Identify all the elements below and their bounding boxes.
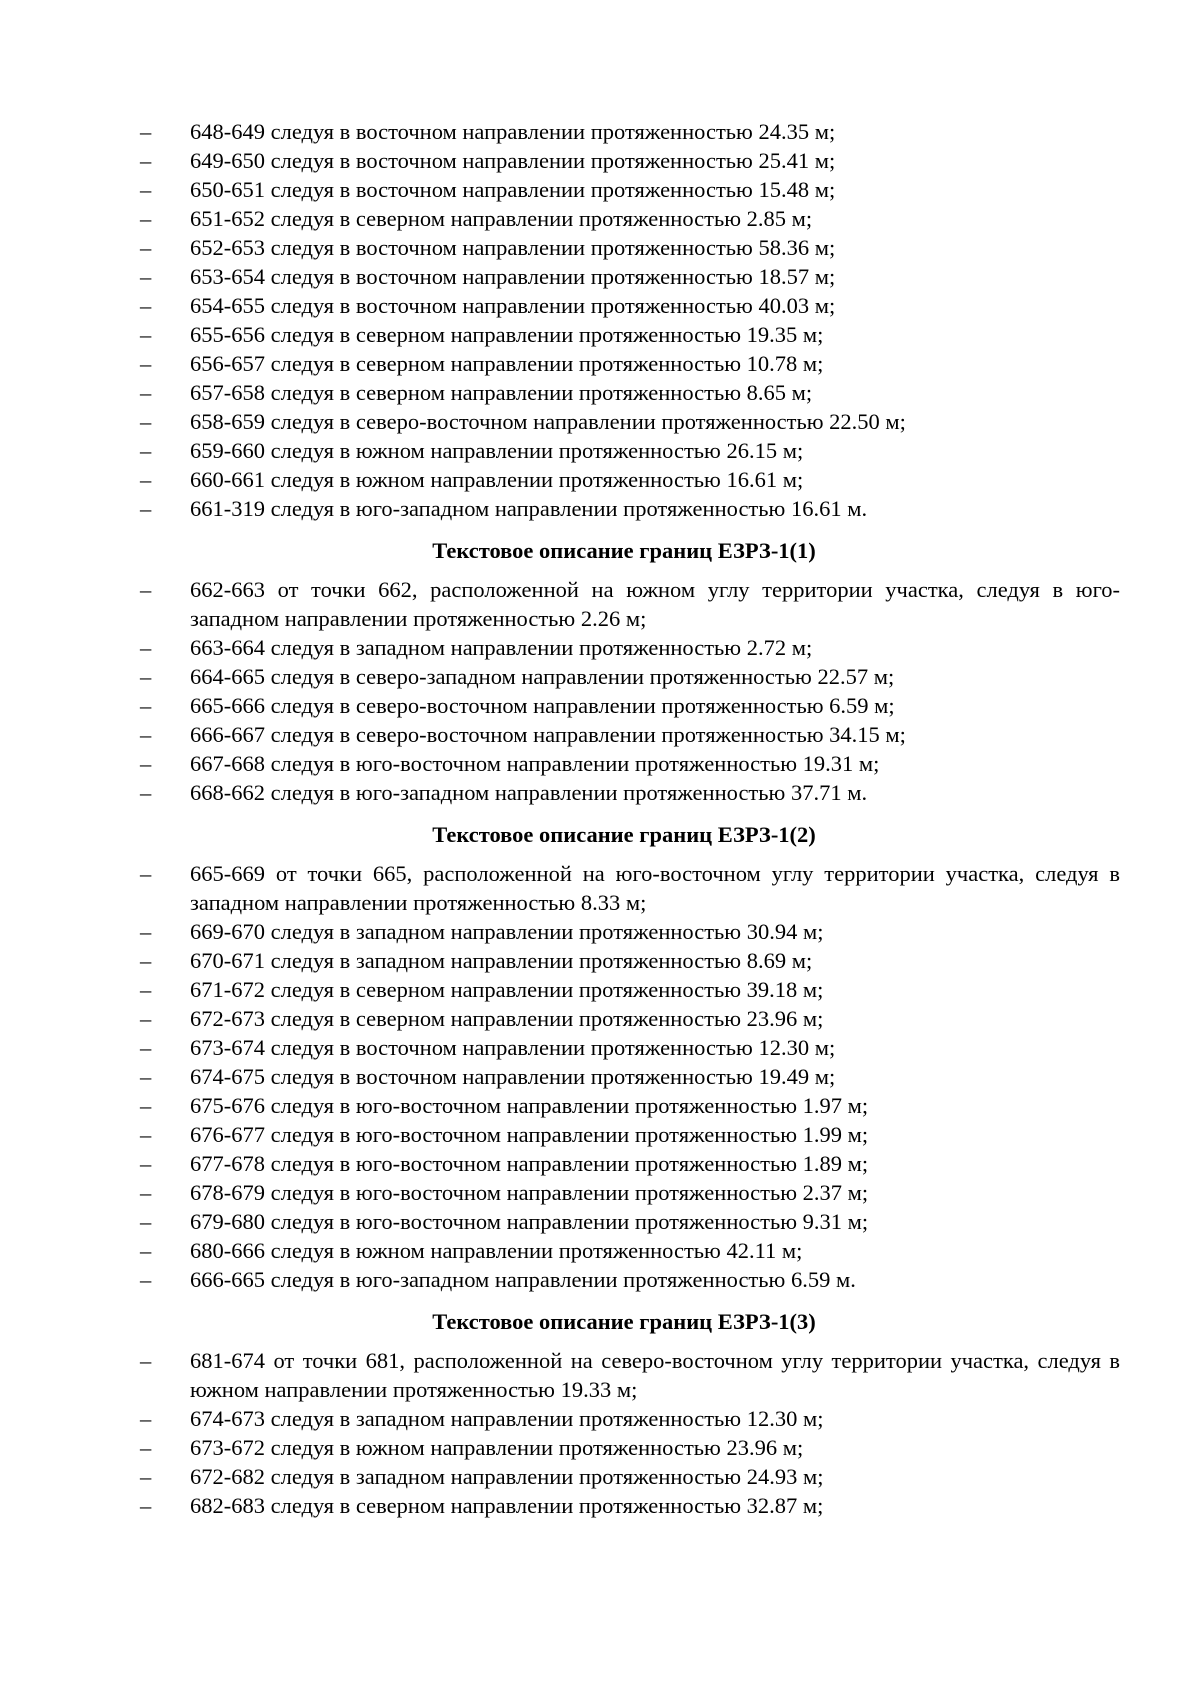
boundary-segment-item [140, 1346, 1120, 1404]
boundary-segment-item [140, 436, 1120, 465]
boundary-segment-item [140, 1491, 1120, 1520]
segment-text: 650-651 следуя в восточном направлении протяженностью 15.48 м; [190, 177, 836, 202]
segment-text: 673-672 следуя в южном направлении протяженностью 23.96 м; [190, 1435, 804, 1460]
boundary-segment-item [140, 378, 1120, 407]
dash-bullet: – [140, 380, 152, 405]
boundary-segment-item [140, 262, 1120, 291]
section-heading: Текстовое описание границ ЕЗРЗ-1(2) [432, 822, 816, 847]
boundary-segment-item [140, 749, 1120, 778]
boundary-segment-item [140, 1404, 1120, 1433]
boundary-segment-item [140, 117, 1120, 146]
boundary-segment-item [140, 1433, 1120, 1462]
dash-bullet: – [140, 409, 152, 434]
dash-bullet: – [140, 861, 152, 886]
dash-bullet: – [140, 1209, 152, 1234]
segment-text: 658-659 следуя в северо-восточном направлении протяженностью 22.50 м; [190, 409, 906, 434]
dash-bullet: – [140, 1006, 152, 1031]
segment-text: 665-669 от точки 665, расположенной на юго-восточном углу территории участка, следуя в западном направлении протяженностью 8.33 м; [190, 861, 1120, 915]
boundary-segment-item [140, 691, 1120, 720]
boundary-segment-item [140, 575, 1120, 633]
boundary-segment-item [140, 1004, 1120, 1033]
dash-bullet: – [140, 177, 152, 202]
boundary-segment-item [140, 1120, 1120, 1149]
dash-bullet: – [140, 1093, 152, 1118]
segment-text: 680-666 следуя в южном направлении протяженностью 42.11 м; [190, 1238, 803, 1263]
segment-text: 666-665 следуя в юго-западном направлении протяженностью 6.59 м. [190, 1267, 856, 1292]
segment-text: 672-682 следуя в западном направлении протяженностью 24.93 м; [190, 1464, 824, 1489]
segment-text: 652-653 следуя в восточном направлении протяженностью 58.36 м; [190, 235, 836, 260]
segment-text: 657-658 следуя в северном направлении протяженностью 8.65 м; [190, 380, 813, 405]
segment-text: 677-678 следуя в юго-восточном направлении протяженностью 1.89 м; [190, 1151, 869, 1176]
dash-bullet: – [140, 1348, 152, 1373]
segment-text: 673-674 следуя в восточном направлении протяженностью 12.30 м; [190, 1035, 836, 1060]
segment-text: 668-662 следуя в юго-западном направлении протяженностью 37.71 м. [190, 780, 868, 805]
segment-text: 671-672 следуя в северном направлении протяженностью 39.18 м; [190, 977, 824, 1002]
boundary-segment-item [140, 349, 1120, 378]
boundary-segment-list [140, 859, 1120, 1294]
boundary-segment-item [140, 1149, 1120, 1178]
dash-bullet: – [140, 322, 152, 347]
segment-text: 679-680 следуя в юго-восточном направлении протяженностью 9.31 м; [190, 1209, 869, 1234]
segment-text: 674-675 следуя в восточном направлении протяженностью 19.49 м; [190, 1064, 836, 1089]
segment-text: 656-657 следуя в северном направлении протяженностью 10.78 м; [190, 351, 824, 376]
dash-bullet: – [140, 1406, 152, 1431]
segment-text: 678-679 следуя в юго-восточном направлении протяженностью 2.37 м; [190, 1180, 869, 1205]
section-heading: Текстовое описание границ ЕЗРЗ-1(1) [432, 538, 816, 563]
segment-text: 663-664 следуя в западном направлении протяженностью 2.72 м; [190, 635, 813, 660]
segment-text: 655-656 следуя в северном направлении протяженностью 19.35 м; [190, 322, 824, 347]
dash-bullet: – [140, 264, 152, 289]
dash-bullet: – [140, 977, 152, 1002]
boundary-section [140, 1307, 1120, 1520]
segment-text: 681-674 от точки 681, расположенной на северо-восточном углу территории участка, следуя в южном направлении протяженностью 19.33 м; [190, 1348, 1120, 1402]
dash-bullet: – [140, 293, 152, 318]
boundary-segment-item [140, 946, 1120, 975]
segment-text: 674-673 следуя в западном направлении протяженностью 12.30 м; [190, 1406, 824, 1431]
segment-text: 661-319 следуя в юго-западном направлении протяженностью 16.61 м. [190, 496, 868, 521]
boundary-segment-item [140, 175, 1120, 204]
boundary-segment-item [140, 320, 1120, 349]
document-body [140, 117, 1120, 1520]
segment-text: 651-652 следуя в северном направлении протяженностью 2.85 м; [190, 206, 813, 231]
boundary-section [140, 117, 1120, 523]
dash-bullet: – [140, 664, 152, 689]
segment-text: 682-683 следуя в северном направлении протяженностью 32.87 м; [190, 1493, 824, 1518]
dash-bullet: – [140, 1064, 152, 1089]
boundary-segment-item [140, 233, 1120, 262]
segment-text: 653-654 следуя в восточном направлении протяженностью 18.57 м; [190, 264, 836, 289]
segment-text: 660-661 следуя в южном направлении протяженностью 16.61 м; [190, 467, 804, 492]
boundary-segment-item [140, 204, 1120, 233]
boundary-segment-item [140, 407, 1120, 436]
dash-bullet: – [140, 1464, 152, 1489]
dash-bullet: – [140, 235, 152, 260]
boundary-segment-item [140, 1091, 1120, 1120]
boundary-segment-item [140, 1033, 1120, 1062]
dash-bullet: – [140, 1180, 152, 1205]
boundary-segment-item [140, 720, 1120, 749]
boundary-section [140, 820, 1120, 1294]
dash-bullet: – [140, 1151, 152, 1176]
dash-bullet: – [140, 1435, 152, 1460]
boundary-section [140, 536, 1120, 807]
boundary-segment-item [140, 859, 1120, 917]
boundary-segment-item [140, 1265, 1120, 1294]
section-heading: Текстовое описание границ ЕЗРЗ-1(3) [432, 1309, 816, 1334]
boundary-segment-item [140, 917, 1120, 946]
boundary-segment-list [140, 575, 1120, 807]
dash-bullet: – [140, 148, 152, 173]
boundary-segment-item [140, 1207, 1120, 1236]
segment-text: 659-660 следуя в южном направлении протяженностью 26.15 м; [190, 438, 804, 463]
dash-bullet: – [140, 1122, 152, 1147]
boundary-segment-list [140, 117, 1120, 523]
boundary-segment-item [140, 1062, 1120, 1091]
dash-bullet: – [140, 919, 152, 944]
dash-bullet: – [140, 751, 152, 776]
dash-bullet: – [140, 1493, 152, 1518]
segment-text: 648-649 следуя в восточном направлении протяженностью 24.35 м; [190, 119, 836, 144]
dash-bullet: – [140, 693, 152, 718]
dash-bullet: – [140, 206, 152, 231]
dash-bullet: – [140, 438, 152, 463]
dash-bullet: – [140, 948, 152, 973]
segment-text: 666-667 следуя в северо-восточном направлении протяженностью 34.15 м; [190, 722, 906, 747]
boundary-segment-item [140, 291, 1120, 320]
boundary-segment-item [140, 146, 1120, 175]
segment-text: 664-665 следуя в северо-западном направлении протяженностью 22.57 м; [190, 664, 895, 689]
segment-text: 662-663 от точки 662, расположенной на южном углу территории участка, следуя в юго-западном направлении протяженностью 2.26 м; [190, 577, 1120, 631]
boundary-segment-item [140, 662, 1120, 691]
segment-text: 665-666 следуя в северо-восточном направлении протяженностью 6.59 м; [190, 693, 895, 718]
dash-bullet: – [140, 780, 152, 805]
dash-bullet: – [140, 1238, 152, 1263]
dash-bullet: – [140, 351, 152, 376]
dash-bullet: – [140, 577, 152, 602]
boundary-segment-item [140, 1462, 1120, 1491]
dash-bullet: – [140, 496, 152, 521]
segment-text: 654-655 следуя в восточном направлении протяженностью 40.03 м; [190, 293, 836, 318]
dash-bullet: – [140, 1267, 152, 1292]
segment-text: 669-670 следуя в западном направлении протяженностью 30.94 м; [190, 919, 824, 944]
segment-text: 675-676 следуя в юго-восточном направлении протяженностью 1.97 м; [190, 1093, 869, 1118]
boundary-segment-item [140, 975, 1120, 1004]
dash-bullet: – [140, 1035, 152, 1060]
boundary-segment-item [140, 633, 1120, 662]
segment-text: 672-673 следуя в северном направлении протяженностью 23.96 м; [190, 1006, 824, 1031]
boundary-segment-item [140, 465, 1120, 494]
segment-text: 676-677 следуя в юго-восточном направлении протяженностью 1.99 м; [190, 1122, 869, 1147]
dash-bullet: – [140, 635, 152, 660]
boundary-segment-list [140, 1346, 1120, 1520]
boundary-segment-item [140, 778, 1120, 807]
segment-text: 670-671 следуя в западном направлении протяженностью 8.69 м; [190, 948, 813, 973]
boundary-segment-item [140, 1178, 1120, 1207]
dash-bullet: – [140, 467, 152, 492]
segment-text: 649-650 следуя в восточном направлении протяженностью 25.41 м; [190, 148, 836, 173]
segment-text: 667-668 следуя в юго-восточном направлении протяженностью 19.31 м; [190, 751, 880, 776]
dash-bullet: – [140, 119, 152, 144]
boundary-segment-item [140, 1236, 1120, 1265]
boundary-segment-item [140, 494, 1120, 523]
dash-bullet: – [140, 722, 152, 747]
